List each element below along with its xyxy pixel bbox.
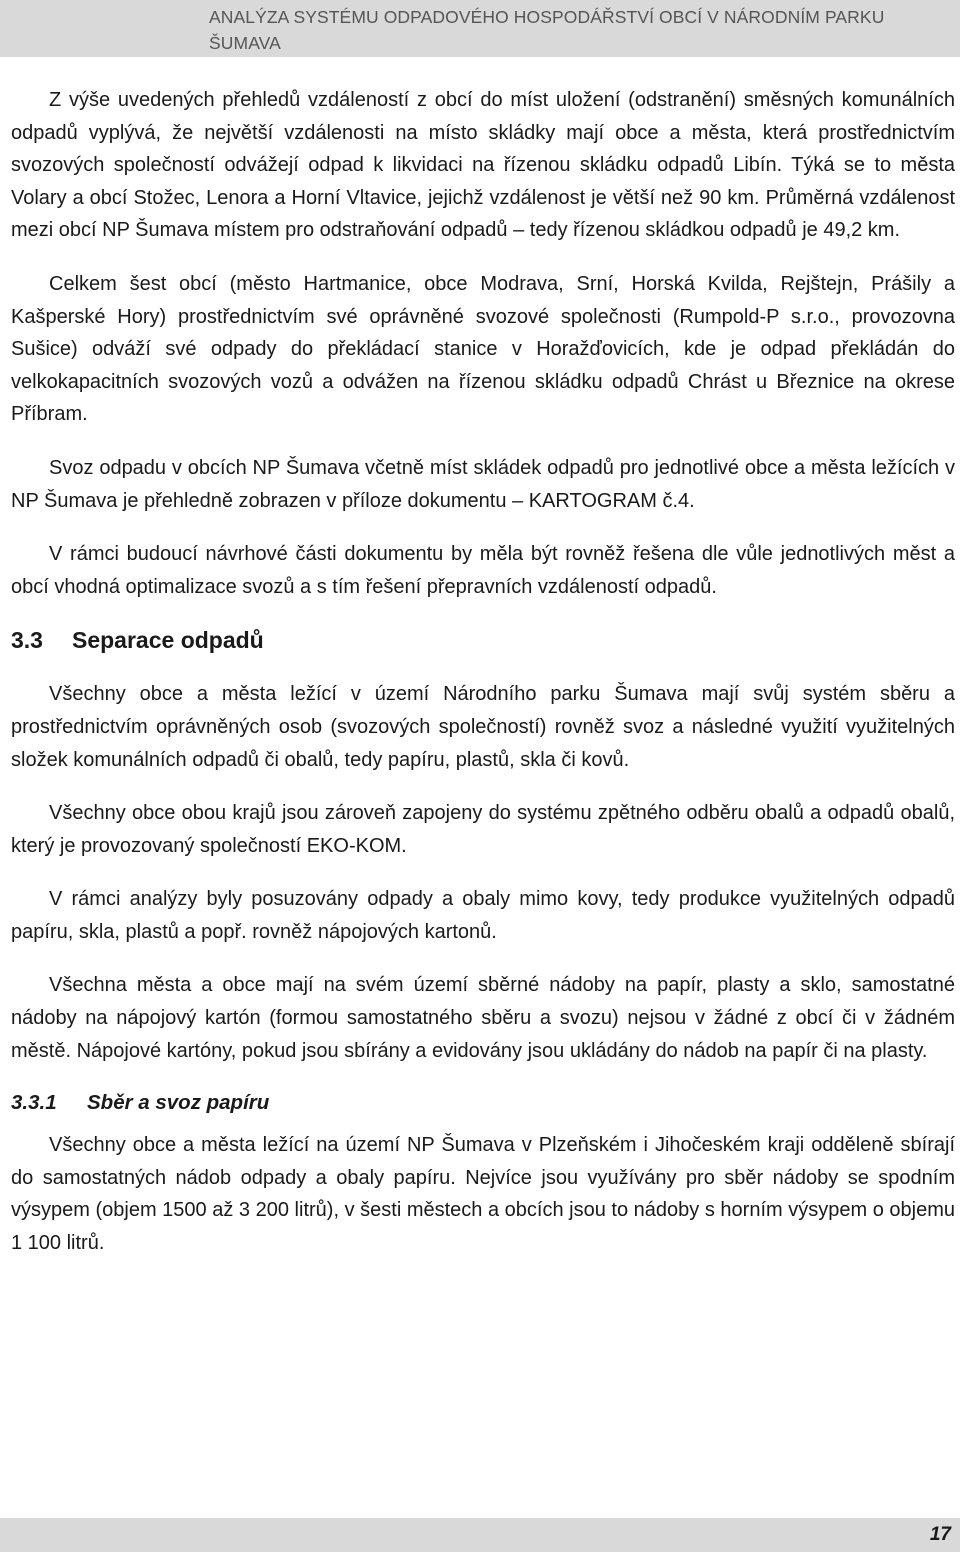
page-number: 17: [929, 1524, 951, 1545]
page-content: [11, 84, 955, 1281]
page-footer: [0, 1518, 960, 1552]
paragraph-transfer-station: Celkem šest obcí (město Hartmanice, obce Modrava, Srní, Horská Kvilda, Rejštejn, Prášily a Kašperské Hory) prostřednictvím své oprávněné svozové společnosti (Rumpold-P s.r.o., provozovna Sušice) odváží své odpady do překládací stanice v Horažďovicích, kde je odpad překládán do velkokapacitních svozových vozů a odvážen na řízenou skládku odpadů Chrást u Březnice na okrese Příbram.: [11, 272, 955, 426]
subsection-heading: [11, 1088, 955, 1118]
paragraph-collection-system: Všechny obce a města ležící v území Národního parku Šumava mají svůj systém sběru a prostřednictvím oprávněných osob (svozových společností) rovněž svoz a následné využití využitelných složek komunálních odpadů či obalů, tedy papíru, plastů, skla či kovů.: [11, 683, 955, 771]
subsection-title: Sběr a svoz papíru: [87, 1091, 270, 1115]
page-header: [0, 0, 960, 57]
paragraph-eko-kom: Všechny obce obou krajů jsou zároveň zapojeny do systému zpětného odběru obalů a odpadů obalů, který je provozovaný společností EKO-KOM.: [11, 802, 955, 857]
paragraph-paper-collection: Všechny obce a města ležící na území NP Šumava v Plzeňském i Jihočeském kraji odděleně sbírají do samostatných nádob odpady a obaly papíru. Nejvíce jsou využívány pro sběr nádoby se spodním výsypem (objem 1500 až 3 200 litrů), v šesti městech a obcích jsou to nádoby s horním výsypem o objemu 1 100 litrů.: [11, 1134, 955, 1255]
section-heading: [11, 624, 955, 656]
section-number: 3.3: [11, 627, 43, 654]
paragraph-optimization: V rámci budoucí návrhové části dokumentu by měla být rovněž řešena dle vůle jednotlivých měst a obcí vhodná optimalizace svozů a s tím řešení přepravních vzdáleností odpadů.: [11, 543, 955, 598]
section-title: Separace odpadů: [72, 627, 264, 654]
paragraph-distances: Z výše uvedených přehledů vzdáleností z obcí do míst uložení (odstranění) směsných komunálních odpadů vyplývá, že největší vzdálenosti na místo skládky mají obce a města, která prostřednictvím svozových společností odvážejí odpad k likvidaci na řízenou skládku odpadů Libín. Týká se to města Volary a obcí Stožec, Lenora a Horní Vltavice, jejichž vzdálenost je větší než 90 km. Průměrná vzdálenost mezi obcí NP Šumava místem pro odstraňování odpadů – tedy řízenou skládkou odpadů je 49,2 km.: [11, 89, 955, 242]
paragraph-analysis-scope: V rámci analýzy byly posuzovány odpady a obaly mimo kovy, tedy produkce využitelných odpadů papíru, skla, plastů a popř. rovněž nápojových kartonů.: [11, 888, 955, 943]
paragraph-containers: Všechna města a obce mají na svém území sběrné nádoby na papír, plasty a sklo, samostatné nádoby na nápojový kartón (formou samostatného sběru a svozu) nejsou v žádné z obcí či v žádném městě. Nápojové kartóny, pokud jsou sbírány a evidovány jsou ukládány do nádob na papír či na plasty.: [11, 974, 955, 1062]
paragraph-kartogram: Svoz odpadu v obcích NP Šumava včetně míst skládek odpadů pro jednotlivé obce a města ležících v NP Šumava je přehledně zobrazen v příloze dokumentu – KARTOGRAM č.4.: [11, 456, 955, 512]
document-title: ANALÝZA SYSTÉMU ODPADOVÉHO HOSPODÁŘSTVÍ OBCÍ V NÁRODNÍM PARKU ŠUMAVA: [209, 7, 885, 53]
subsection-number: 3.3.1: [11, 1091, 57, 1115]
